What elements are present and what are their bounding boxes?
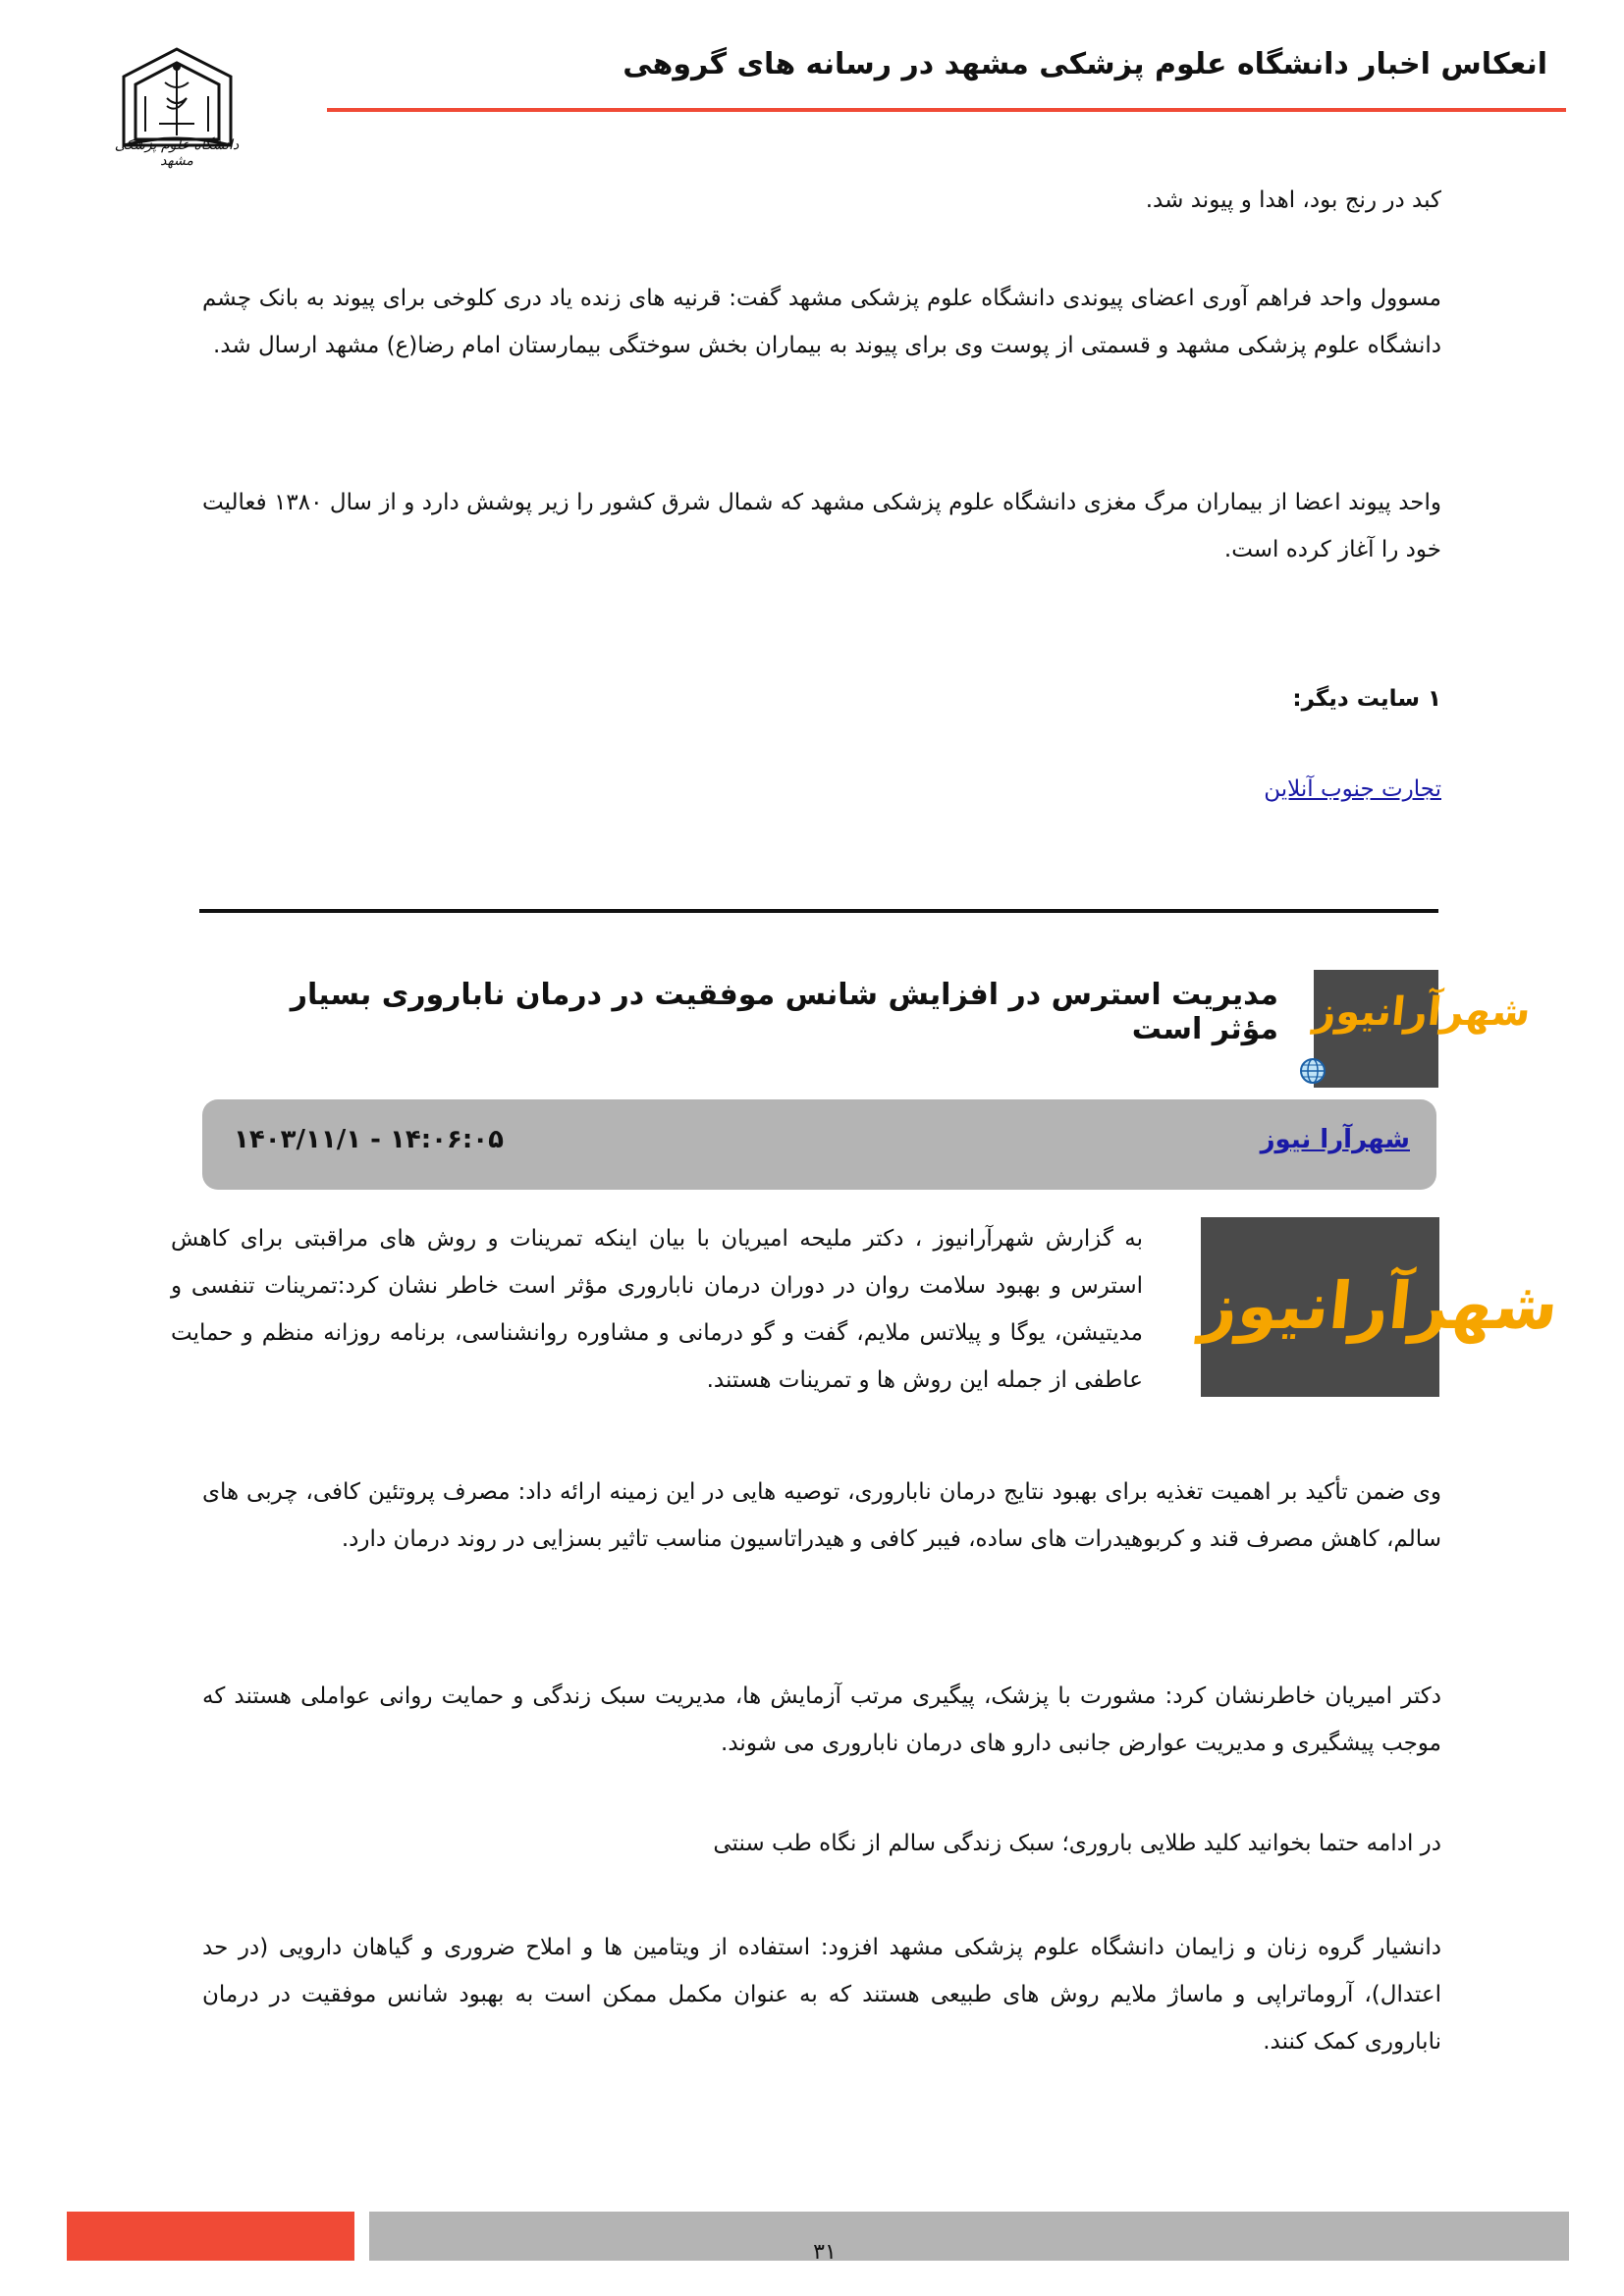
other-site-link[interactable]: تجارت جنوب آنلاین (1264, 776, 1441, 802)
article-lead: به گزارش شهرآرانیوز ، دکتر ملیحه امیریان با بیان اینکه تمرینات و روش های مراقبتی برای کاهش استرس و بهبود سلامت روان در دوران درمان ناباروری مؤثر است خاطر نشان کرد:تمرینات تنفسی و مدیتیشن، یوگا و پیلاتس ملایم، گفت و گو درمانی و مشاوره روانشناسی، برنامه روزانه منظم و حمایت عاطفی از جمله این روش ها و تمرینات هستند. (171, 1226, 1143, 1393)
news-source-logo (1311, 970, 1533, 1088)
footer-bar (369, 2212, 1569, 2261)
thumbnail-logo-text: شهرآرانیوز (1196, 1268, 1562, 1344)
section-divider (199, 909, 1438, 913)
paragraph: مسوول واحد فراهم آوری اعضای پیوندی دانشگاه علوم پزشکی مشهد گفت: قرنیه های زنده یاد دری کلوخی برای پیوند به بانک چشم دانشگاه علوم پزشکی مشهد و قسمتی از پوست وی برای پیوند به بیماران بخش سوختگی بیمارستان امام رضا(ع) مشهد ارسال شد. (202, 286, 1441, 358)
header-divider (327, 108, 1566, 112)
article-thumbnail (1196, 1217, 1562, 1397)
other-sites-count: ۱ سایت دیگر: (1292, 686, 1441, 712)
article-paragraph: وی ضمن تأکید بر اهمیت تغذیه برای بهبود نتایج درمان ناباروری، توصیه هایی در این زمینه ارائه داد: مصرف پروتئین کافی، چربی های سالم، کاهش مصرف قند و کربوهیدرات های ساده، فیبر کافی و هیدراتاسیون مناسب تاثیر بسزایی در روند درمان دارد. (202, 1479, 1441, 1552)
article-datetime: ۱۴۰۳/۱۱/۱ - ۱۴:۰۶:۰۵ (234, 1125, 504, 1154)
article-title: مدیریت استرس در افزایش شانس موفقیت در درمان ناباروری بسیار مؤثر است (290, 978, 1278, 1046)
footer-accent-bar (67, 2212, 354, 2261)
article-paragraph: دکتر امیریان خاطرنشان کرد: مشورت با پزشک، پیگیری مرتب آزمایش ها، مدیریت سبک زندگی و حمایت روانی عواملی هستند که موجب پیشگیری و مدیریت عوارض جانبی دارو های درمان ناباروری می شوند. (202, 1683, 1441, 1756)
article-paragraph: در ادامه حتما بخوانید کلید طلایی باروری؛ سبک زندگی سالم از نگاه طب سنتی (713, 1831, 1441, 1856)
paragraph: واحد پیوند اعضا از بیماران مرگ مغزی دانشگاه علوم پزشکی مشهد که شمال شرق کشور را زیر پوشش دارد و از سال ۱۳۸۰ فعالیت خود را آغاز کرده است. (202, 490, 1441, 562)
other-sites-label (202, 675, 1441, 722)
article-source-link[interactable]: شهرآرا نیوز (1260, 1125, 1410, 1154)
logo-caption: دانشگاه علوم پزشکی مشهد (114, 137, 240, 169)
document-title: انعکاس اخبار دانشگاه علوم پزشکی مشهد در رسانه های گروهی (623, 47, 1547, 81)
paragraph: کبد در رنج بود، اهدا و پیوند شد. (1145, 187, 1441, 213)
article-paragraph: دانشیار گروه زنان و زایمان دانشگاه علوم پزشکی مشهد افزود: استفاده از ویتامین ها و املاح ضروری و گیاهان دارویی (در حد اعتدال)، آروماتراپی و ماساژ ملایم روش های طبیعی هستند که به عنوان مکمل ممکن است به بهبود شانس موفقیت در درمان ناباروری کمک کنند. (202, 1935, 1441, 2055)
globe-icon (1298, 1056, 1327, 1086)
other-sites-list (202, 766, 1441, 813)
news-logo-text: شهرآرانیوز (1311, 989, 1533, 1035)
page-number: ۳۱ (813, 2240, 837, 2265)
